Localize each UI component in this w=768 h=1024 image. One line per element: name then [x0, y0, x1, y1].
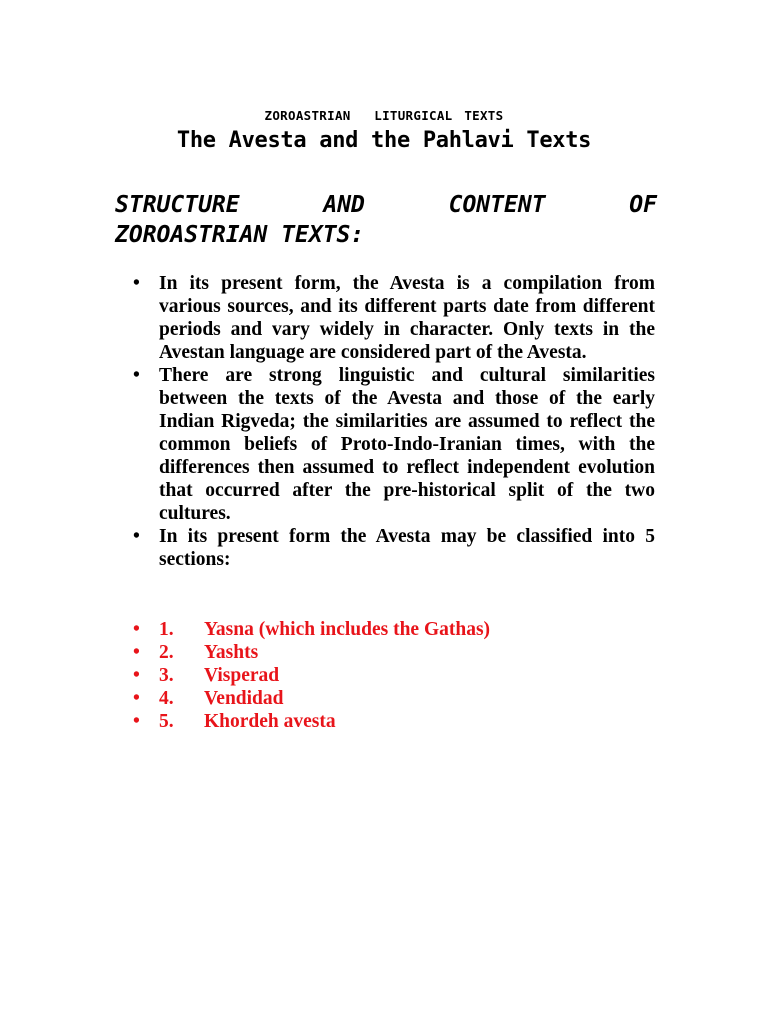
section-label: Visperad	[204, 665, 280, 686]
bullet-paragraph	[0, 272, 655, 364]
section-number: 5.	[159, 711, 174, 732]
bullet-paragraph	[0, 364, 655, 525]
document-title: The Avesta and the Pahlavi Texts	[176, 128, 592, 153]
section-heading-line-2: ZOROASTRIAN TEXTS:	[115, 222, 365, 248]
bullet-icon: •	[133, 688, 140, 709]
section-label: Yasna (which includes the Gathas)	[204, 619, 491, 640]
paragraph-text: In its present form, the Avesta is a compilation from various sources, and its different parts date from different periods and vary widely in character. Only texts in the Avestan language are considered part of the Avesta.	[159, 273, 655, 363]
bullet-icon: •	[133, 273, 140, 294]
section-item	[0, 664, 768, 687]
bullet-icon: •	[133, 665, 140, 686]
section-label: Khordeh avesta	[204, 711, 336, 732]
heading-word: CONTENT	[448, 192, 546, 218]
avesta-sections-list	[0, 618, 768, 733]
bullet-icon: •	[133, 619, 140, 640]
section-number: 1.	[159, 619, 174, 640]
bullet-list	[0, 272, 768, 571]
bullet-icon: •	[133, 642, 140, 663]
bullet-paragraph	[0, 525, 655, 571]
bullet-icon: •	[133, 711, 140, 732]
heading-word: AND	[323, 192, 365, 218]
bullet-icon: •	[133, 526, 140, 547]
section-number: 3.	[159, 665, 174, 686]
section-item	[0, 710, 768, 733]
section-item	[0, 618, 768, 641]
heading-word: OF	[629, 192, 657, 218]
paragraph-text: In its present form the Avesta may be classified into 5 sections:	[159, 526, 655, 570]
section-heading-line-1	[115, 190, 657, 220]
section-heading	[115, 190, 657, 250]
section-item	[0, 687, 768, 710]
document-kicker: ZOROASTRIAN LITURGICAL TEXTS	[264, 108, 504, 123]
bullet-icon: •	[133, 365, 140, 386]
section-label: Vendidad	[204, 688, 284, 709]
section-item	[0, 641, 768, 664]
section-label: Yashts	[204, 642, 259, 663]
section-number: 2.	[159, 642, 174, 663]
heading-word: STRUCTURE	[115, 192, 240, 218]
paragraph-text: There are strong linguistic and cultural similarities between the texts of the Avesta and those of the early Indian Rigveda; the similarities are assumed to reflect the common beliefs of Proto-Indo-Iranian times, with the differences then assumed to reflect independent evolution that occurred after the pre-historical split of the two cultures.	[159, 365, 655, 524]
section-number: 4.	[159, 688, 174, 709]
